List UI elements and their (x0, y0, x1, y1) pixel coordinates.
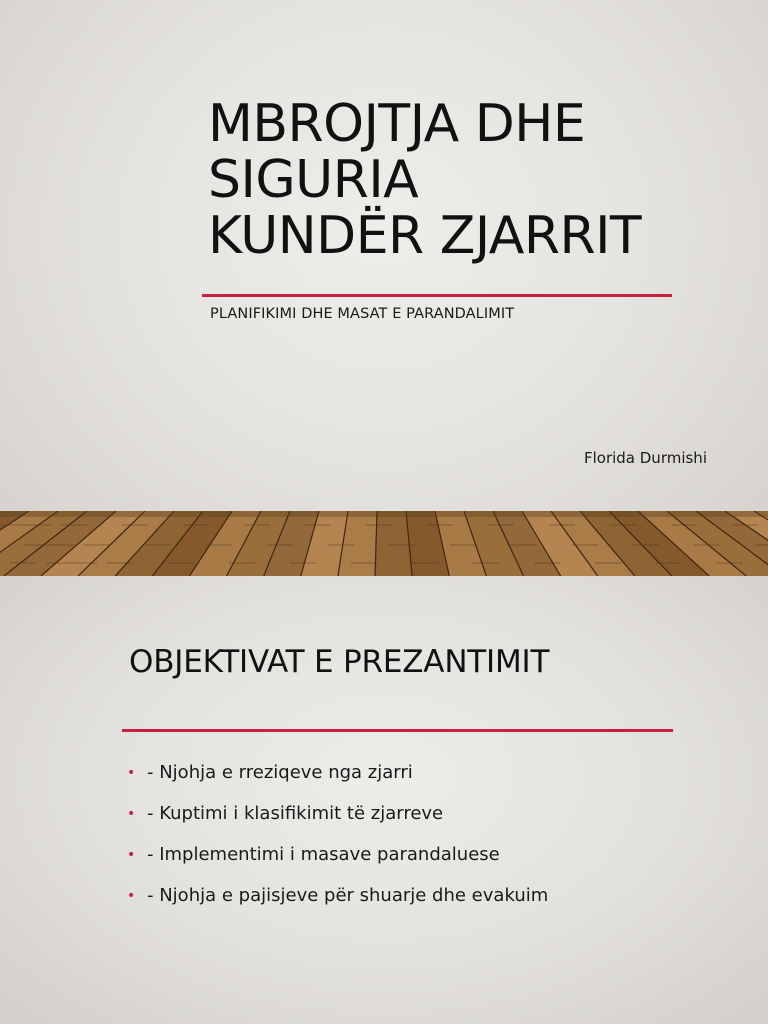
list-item-text: - Njohja e pajisjeve për shuarje dhe evakuim (147, 885, 549, 906)
slide-subtitle: PLANIFIKIMI DHE MASAT E PARANDALIMIT (210, 306, 515, 322)
bullet-icon: • (127, 764, 136, 781)
title-line-2: SIGURIA (208, 150, 419, 210)
list-item-text: - Kuptimi i klasifikimit të zjarreve (147, 803, 444, 824)
slide-title (208, 96, 688, 264)
list-item (127, 752, 548, 793)
objectives-title: OBJEKTIVAT E PREZANTIMIT (129, 644, 550, 680)
bullet-icon: • (127, 846, 136, 863)
bullet-icon: • (127, 887, 136, 904)
objectives-list (127, 752, 548, 916)
list-item-text: - Implementimi i masave parandaluese (147, 844, 500, 865)
title-line-3: KUNDËR ZJARRIT (208, 206, 642, 266)
wood-floor-image (0, 511, 768, 576)
author-name: Florida Durmishi (583, 449, 707, 467)
list-item (127, 793, 548, 834)
objectives-divider (122, 729, 673, 732)
title-divider (202, 294, 672, 297)
bullet-icon: • (127, 805, 136, 822)
list-item (127, 834, 548, 875)
list-item-text: - Njohja e rreziqeve nga zjarri (147, 762, 413, 783)
list-item (127, 875, 548, 916)
wood-floor-planks (0, 511, 768, 576)
title-line-1: MBROJTJA DHE (208, 94, 586, 154)
